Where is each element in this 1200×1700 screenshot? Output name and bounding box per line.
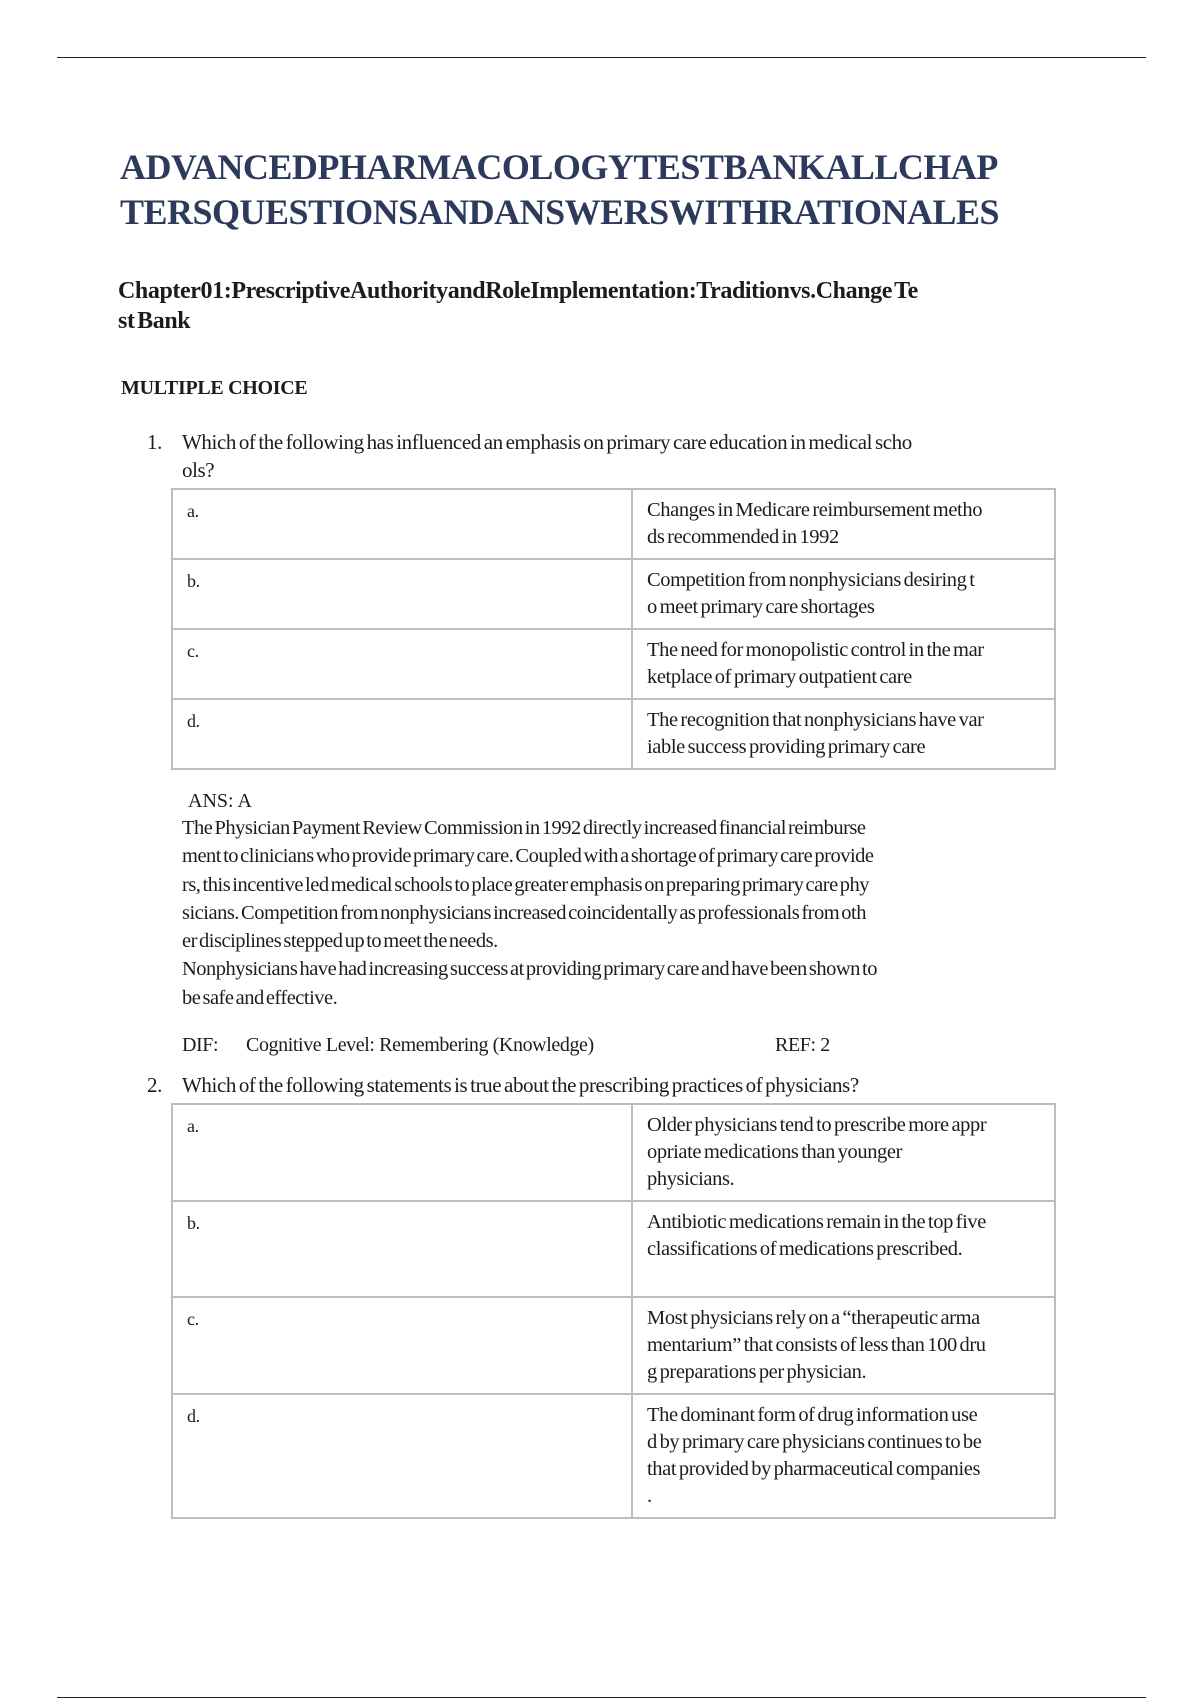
option-row-b[interactable] xyxy=(172,559,1055,629)
question-1 xyxy=(147,428,1067,1058)
option-row-a[interactable] xyxy=(172,1104,1055,1201)
option-line: Competition from nonphysicians desiring t xyxy=(647,569,975,591)
question-number: 1. xyxy=(147,430,162,454)
rationale-line: rs, this incentive led medical schools to place greater emphasis on preparing primary care phy xyxy=(182,873,870,896)
option-letter: a. xyxy=(172,1104,632,1201)
option-line: ketplace of primary outpatient care xyxy=(647,666,912,688)
option-line: Antibiotic medications remain in the top five xyxy=(647,1211,986,1233)
stem-line: Which of the following statements is true about the prescribing practices of physicians? xyxy=(182,1073,859,1097)
option-line: d by primary care physicians continues to be xyxy=(647,1431,982,1453)
stem-line: Which of the following has influenced an emphasis on primary care education in medical scho xyxy=(182,430,912,454)
question-number: 2. xyxy=(147,1073,162,1097)
option-text xyxy=(632,629,1055,699)
rationale xyxy=(182,814,1052,1012)
option-text xyxy=(632,699,1055,769)
bottom-rule xyxy=(57,1697,1146,1698)
chapter-line-2: st Bank xyxy=(118,308,191,334)
rationale-line: Nonphysicians have had increasing success at providing primary care and have been shown to xyxy=(182,958,877,981)
option-letter: b. xyxy=(172,559,632,629)
option-line: Changes in Medicare reimbursement metho xyxy=(647,499,983,521)
option-letter: d. xyxy=(172,1394,632,1518)
option-text xyxy=(632,489,1055,559)
option-letter: b. xyxy=(172,1201,632,1297)
option-row-b[interactable] xyxy=(172,1201,1055,1297)
option-row-d[interactable] xyxy=(172,1394,1055,1518)
rationale-line: er disciplines stepped up to meet the needs. xyxy=(182,930,498,953)
rationale-line: ment to clinicians who provide primary care. Coupled with a shortage of primary care provide xyxy=(182,845,874,868)
option-line: mentarium” that consists of less than 100 dru xyxy=(647,1334,986,1356)
document-title xyxy=(120,145,1080,235)
option-line: o meet primary care shortages xyxy=(647,596,875,618)
option-line: iable success providing primary care xyxy=(647,736,926,758)
option-line: Most physicians rely on a “therapeutic arma xyxy=(647,1307,980,1329)
options-table xyxy=(171,1103,1056,1519)
stem-line: ols? xyxy=(182,458,215,482)
question-stem xyxy=(147,428,1067,484)
option-row-c[interactable] xyxy=(172,629,1055,699)
options-table xyxy=(171,488,1056,770)
chapter-heading xyxy=(118,276,1063,336)
title-line-1: ADVANCEDPHARMACOLOGYTESTBANKALLCHAP xyxy=(120,147,998,187)
rationale-line: sicians. Competition from nonphysicians increased coincidentally as professionals from oth xyxy=(182,901,867,924)
option-line: Older physicians tend to prescribe more appr xyxy=(647,1114,987,1136)
question-2 xyxy=(147,1071,1067,1519)
option-line: opriate medications than younger xyxy=(647,1141,903,1163)
rationale-line: be safe and effective. xyxy=(182,986,338,1009)
title-line-2: TERSQUESTIONSANDANSWERSWITHRATIONALES xyxy=(120,192,1000,232)
option-line: The recognition that nonphysicians have var xyxy=(647,709,984,731)
cognitive-level: Cognitive Level: Remembering (Knowledge) xyxy=(246,1034,594,1057)
option-line: . xyxy=(647,1485,652,1507)
option-letter: c. xyxy=(172,629,632,699)
option-line: The need for monopolistic control in the mar xyxy=(647,639,984,661)
section-heading: MULTIPLE CHOICE xyxy=(121,377,308,399)
reference: REF: 2 xyxy=(775,1034,830,1057)
option-text xyxy=(632,1394,1055,1518)
question-meta xyxy=(182,1032,1067,1058)
option-row-c[interactable] xyxy=(172,1297,1055,1394)
option-row-a[interactable] xyxy=(172,489,1055,559)
option-letter: a. xyxy=(172,489,632,559)
option-line: classifications of medications prescribed. xyxy=(647,1238,963,1260)
option-letter: d. xyxy=(172,699,632,769)
chapter-line-1: Chapter01:PrescriptiveAuthorityandRoleImplementation:Traditionvs.Change Te xyxy=(118,278,918,304)
rationale-line: The Physician Payment Review Commission in 1992 directly increased financial reimburse xyxy=(182,817,866,839)
answer-key: ANS: A xyxy=(188,790,252,812)
option-text xyxy=(632,1104,1055,1201)
question-stem xyxy=(147,1071,1067,1099)
top-rule xyxy=(57,57,1146,58)
option-text xyxy=(632,1201,1055,1297)
option-row-d[interactable] xyxy=(172,699,1055,769)
option-line: physicians. xyxy=(647,1168,735,1190)
option-line: ds recommended in 1992 xyxy=(647,526,839,548)
difficulty-label: DIF: xyxy=(182,1034,219,1057)
option-text xyxy=(632,1297,1055,1394)
option-letter: c. xyxy=(172,1297,632,1394)
option-text xyxy=(632,559,1055,629)
option-line: The dominant form of drug information use xyxy=(647,1404,978,1426)
option-line: g preparations per physician. xyxy=(647,1361,867,1383)
option-line: that provided by pharmaceutical companies xyxy=(647,1458,981,1480)
